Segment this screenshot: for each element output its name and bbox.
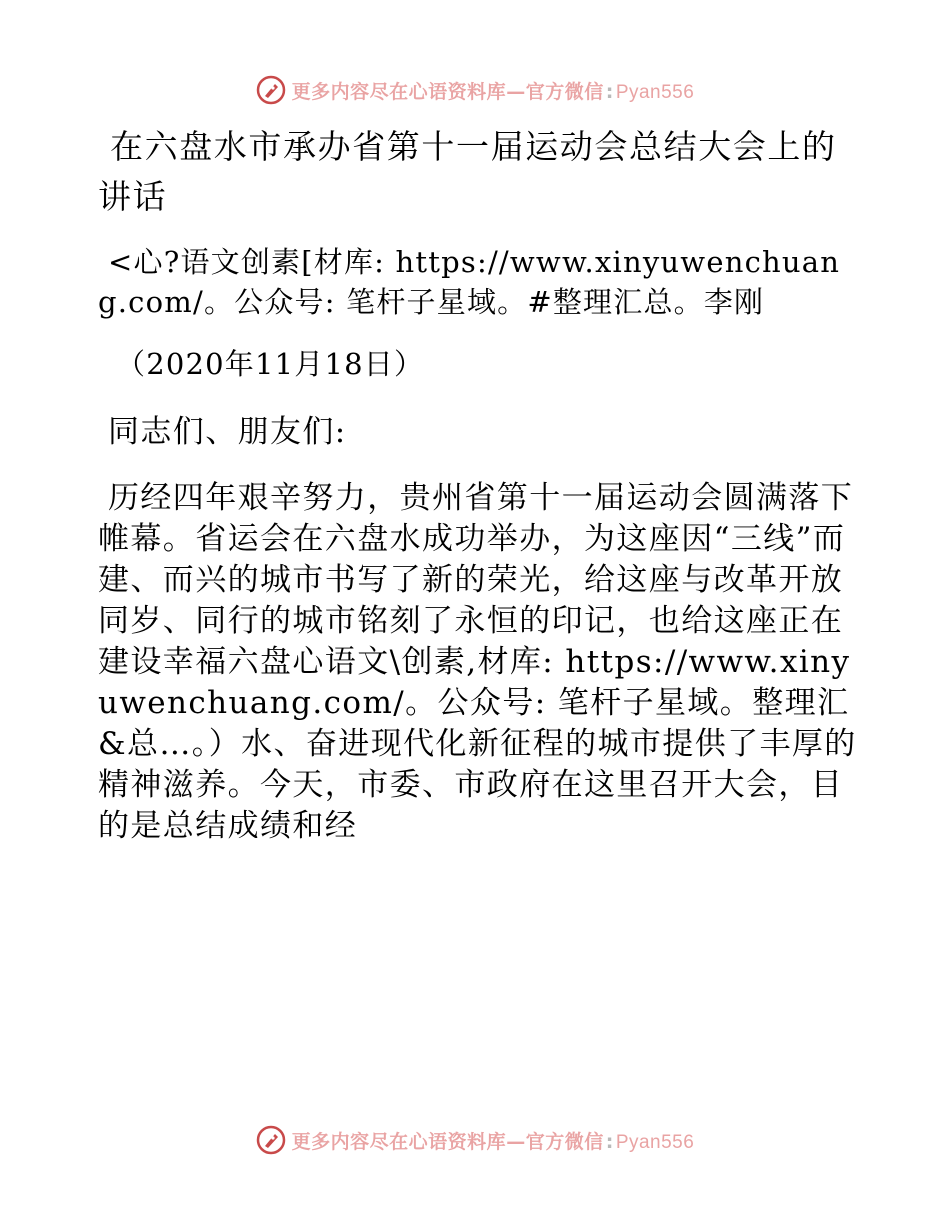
document-body bbox=[98, 122, 858, 869]
banner-wechat-id: Pyan556 bbox=[615, 81, 695, 103]
banner-main-text: 更多内容尽在心语资料库 bbox=[291, 80, 507, 103]
banner-colon: : bbox=[605, 1130, 614, 1153]
banner-dash: — bbox=[506, 80, 526, 103]
footer-watermark-banner bbox=[0, 1120, 950, 1160]
banner-official-label: 官方微信 bbox=[525, 80, 604, 103]
banner-colon: : bbox=[605, 80, 614, 103]
source-note: <心?语文创素[材库: https://www.xinyuwenchuang.com/。公众号: 笔杆子星域。#整理汇总。李刚 bbox=[98, 245, 841, 319]
pen-nib-logo-icon bbox=[256, 75, 286, 105]
banner-content bbox=[256, 75, 695, 105]
document-title: 在六盘水市承办省第十一届运动会总结大会上的讲话 bbox=[98, 127, 837, 216]
header-watermark-banner bbox=[0, 70, 950, 110]
banner-text bbox=[292, 77, 695, 104]
banner-wechat-id: Pyan556 bbox=[615, 1131, 695, 1153]
speech-date: （2020年11月18日） bbox=[116, 347, 425, 381]
banner-text bbox=[292, 1127, 695, 1154]
banner-main-text: 更多内容尽在心语资料库 bbox=[291, 1130, 507, 1153]
body-paragraph: 历经四年艰辛努力，贵州省第十一届运动会圆满落下帷幕。省运会在六盘水成功举办，为这座因“三线”而建、而兴的城市书写了新的荣光，给这座与改革开放同岁、同行的城市铭刻了永恒的印记，也给这座正在建设幸福六盘心语文\创素,材库: https://www.xinyuwenchuang.com/。公众号: 笔杆子星域。整理汇&总…。）水、奋进现代化新征程的城市提供了丰厚的精神滋养。今天，市委、市政府在这里召开大会，目的是总结成绩和经 bbox=[98, 480, 857, 844]
banner-content bbox=[256, 1125, 695, 1155]
pen-nib-logo-icon bbox=[256, 1125, 286, 1155]
banner-dash: — bbox=[506, 1130, 526, 1153]
greeting: 同志们、朋友们: bbox=[108, 414, 347, 450]
banner-official-label: 官方微信 bbox=[525, 1130, 604, 1153]
